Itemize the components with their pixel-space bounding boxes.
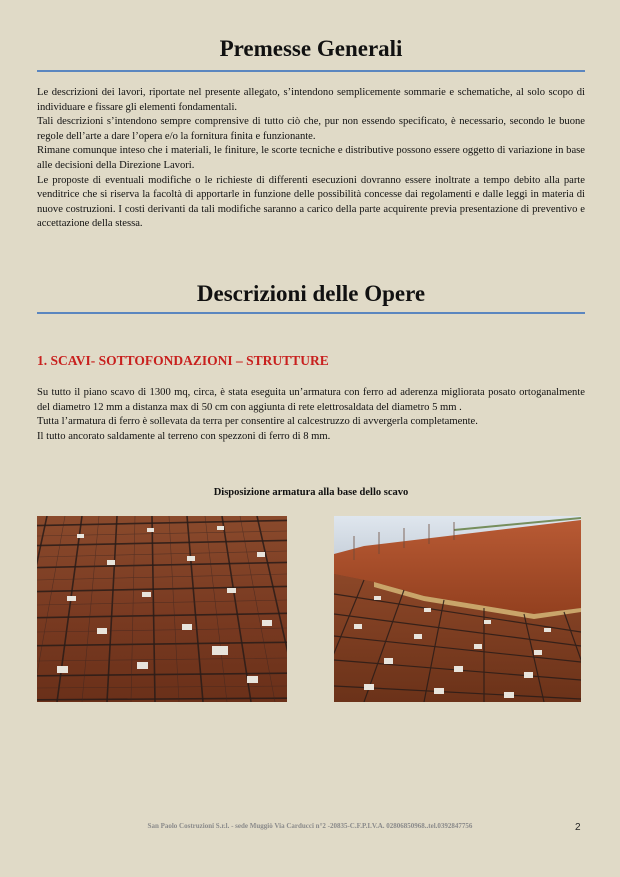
premesse-paragraph: Le proposte di eventuali modifiche o le richieste di differenti esecuzioni dovranno essere inoltrate a tempo debito alla parte venditrice che si riserva la facoltà di apportarle in funzione delle possibilità concesse dai regolamenti e dalle leggi in materia di nuove costruzioni. I costi derivanti da tali modifiche saranno a carico della parte acquirente previa presentazione di preventivo e accettazione della stessa. [37,174,585,230]
photo-caption: Disposizione armatura alla base dello scavo [213,487,409,498]
rebar-photo-left [37,516,287,702]
premesse-paragraph: Rimane comunque inteso che i materiali, le finiture, le scorte tecniche e distributive possono essere oggetto di variazione in base alle decisioni della Direzione Lavori. [37,145,585,171]
premesse-paragraph: Le descrizioni dei lavori, riportate nel presente allegato, s’intendono semplicemente sommarie e schematiche, al solo scopo di individuare e fissare gli elementi fondamentali. [37,87,585,113]
premesse-body [37,86,585,232]
scavi-paragraph: Su tutto il piano scavo di 1300 mq, circa, è stata eseguita un’armatura con ferro ad aderenza migliorata posato ortoganalmente del diametro 12 mm a distanza max di 50 cm con aggiunta di rete elettrosaldata del diametro 5 mm . [37,387,585,413]
page-number: 2 [575,822,581,833]
subsection-title: 1. SCAVI- SOTTOFONDAZIONI – STRUTTURE [37,353,329,368]
premesse-paragraph: Tali descrizioni s’intendono sempre comprensive di tutto ciò che, pur non essendo specificato, è necessario, secondo le buone regole dell’arte a dare l’opera e/o la fornitura finita e funzionante. [37,116,585,142]
scavi-body [37,386,585,444]
scavi-paragraph: Tutta l’armatura di ferro è sollevata da terra per consentire al calcestruzzo di avvergerla completamente. [37,416,478,428]
title-underline [37,312,585,314]
scavi-paragraph: Il tutto ancorato saldamente al terreno con spezzoni di ferro di 8 mm. [37,430,331,442]
title-underline [37,70,585,72]
section-title-premesse: Premesse Generali [219,36,403,61]
footer-company-info: San Paolo Costruzioni S.r.l. - sede Muggiò Via Carducci n°2 -20835-C.F.P.I.V.A. 02806850968..tel.0392847756 [147,822,473,830]
rebar-photo-right [334,516,581,702]
section-title-descrizioni: Descrizioni delle Opere [196,281,426,306]
